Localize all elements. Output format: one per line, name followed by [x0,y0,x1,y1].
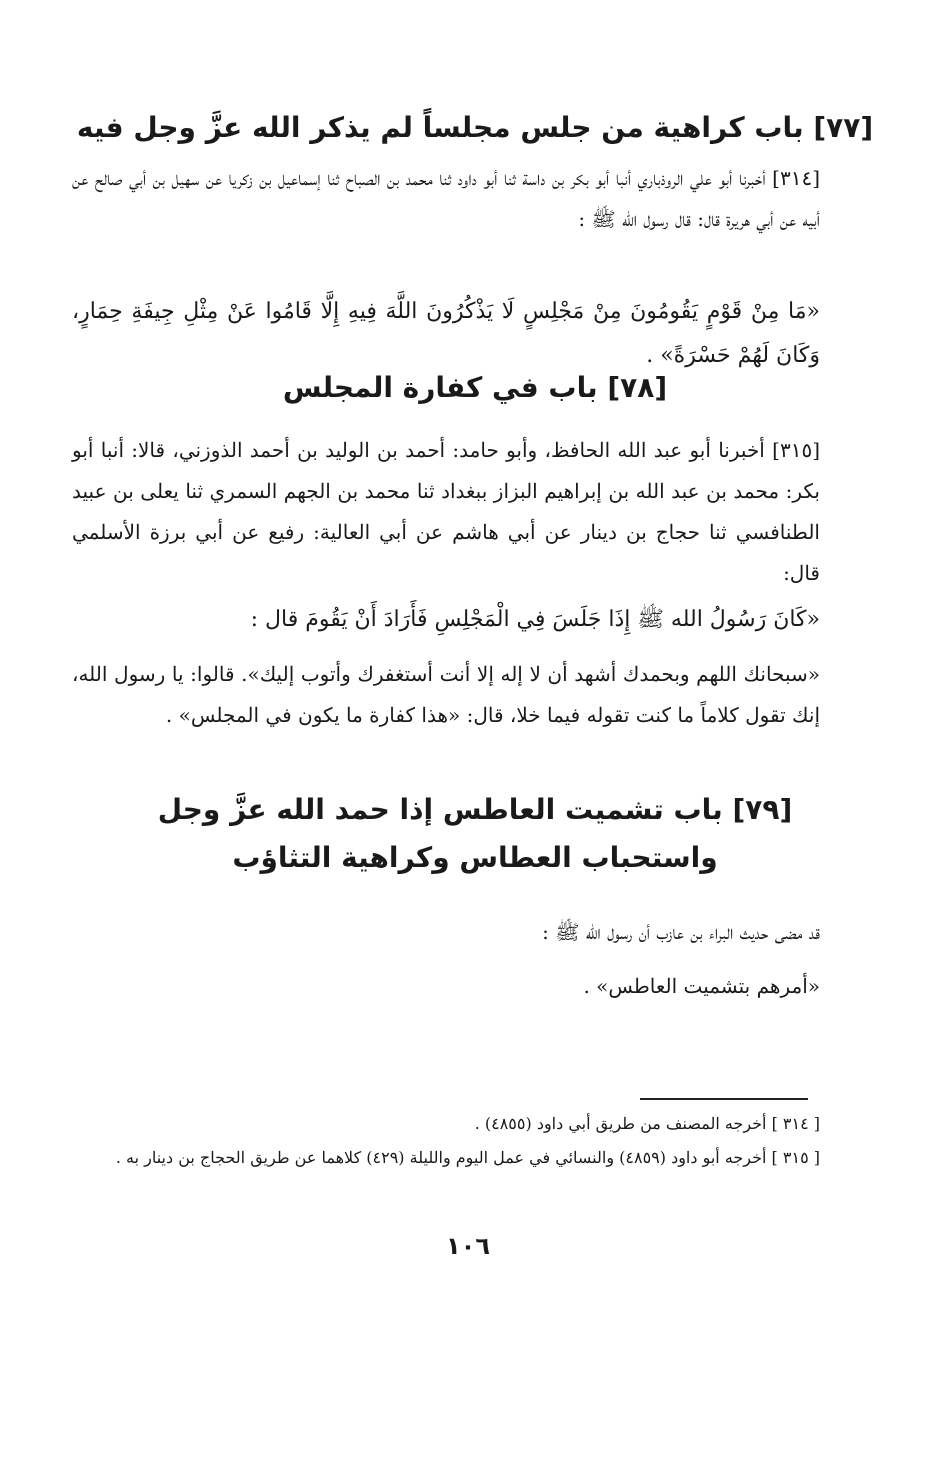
chapter-79-heading-line2: واستحباب العطاس وكراهية التثاؤب [232,841,718,874]
chapter-78-heading: [٧٨] باب في كفارة المجلس [282,371,668,404]
matn-315-intro: «كَانَ رَسُولُ الله ﷺ إِذَا جَلَسَ فِي الْمَجْلِسِ فَأَرَادَ أَنْ يَقُومَ قال : [250,607,820,632]
isnad-315: [٣١٥] أخبرنا أبو عبد الله الحافظ، وأبو حامد: أحمد بن الوليد بن أحمد الذوزني، قالا: أنبا أبو بكر: محمد بن عبد الله بن إبراهيم البزاز ببغداد ثنا محمد بن الجهم السمري ثنا يعلى بن عبيد الطنافسي ثنا حجاج بن دينار عن أبي هاشم عن أبي العالية: رفيع عن أبي برزة الأسلمي قال: [72,438,820,585]
matn-314: «مَا مِنْ قَوْمٍ يَقُومُونَ مِنْ مَجْلِسٍ لَا يَذْكُرُونَ اللَّهَ فِيهِ إِلَّا قَامُوا عَنْ مِثْلِ جِيفَةِ حِمَارٍ، وَكَانَ لَهُمْ حَسْرَةً» . [72,299,820,368]
chapter-79-text-2: «أمرهم بتشميت العاطس» . [583,974,820,998]
chapter-79-text-1: قد مضى حديث البراء بن عازب أن رسول الله ﷺ : [542,920,820,944]
footnote-314: [ ٣١٤ ] أخرجه المصنف من طريق أبي داود (٤٨٥٥) . [474,1114,820,1133]
matn-315-body: «سبحانك اللهم وبحمدك أشهد أن لا إله إلا أنت أستغفرك وأتوب إليك». قالوا: يا رسول الله، إنك تقول كلاماً ما كنت تقوله فيما خلا، قال: «هذا كفارة ما يكون في المجلس» . [72,662,820,727]
isnad-314: [٣١٤] أخبرنا أبو علي الروذباري أنبا أبو بكر بن داسة ثنا أبو داود ثنا محمد بن الصباح ثنا إسماعيل بن زكريا عن سهيل بن أبي صالح عن أبيه عن أبي هريرة قال: قال رسول الله ﷺ : [72,166,820,231]
chapter-77-heading: [٧٧] باب كراهية من جلس مجلساً لم يذكر الله عزَّ وجل فيه [76,111,874,144]
footnote-divider [640,1098,808,1100]
chapter-79-heading-line1: [٧٩] باب تشميت العاطس إذا حمد الله عزَّ وجل [157,793,793,826]
footnote-315: [ ٣١٥ ] أخرجه أبو داود (٤٨٥٩) والنسائي في عمل اليوم والليلة (٤٢٩) كلاهما عن طريق الحجاج بن دينار به . [115,1148,820,1167]
page-number: ١٠٦ [446,1232,490,1260]
